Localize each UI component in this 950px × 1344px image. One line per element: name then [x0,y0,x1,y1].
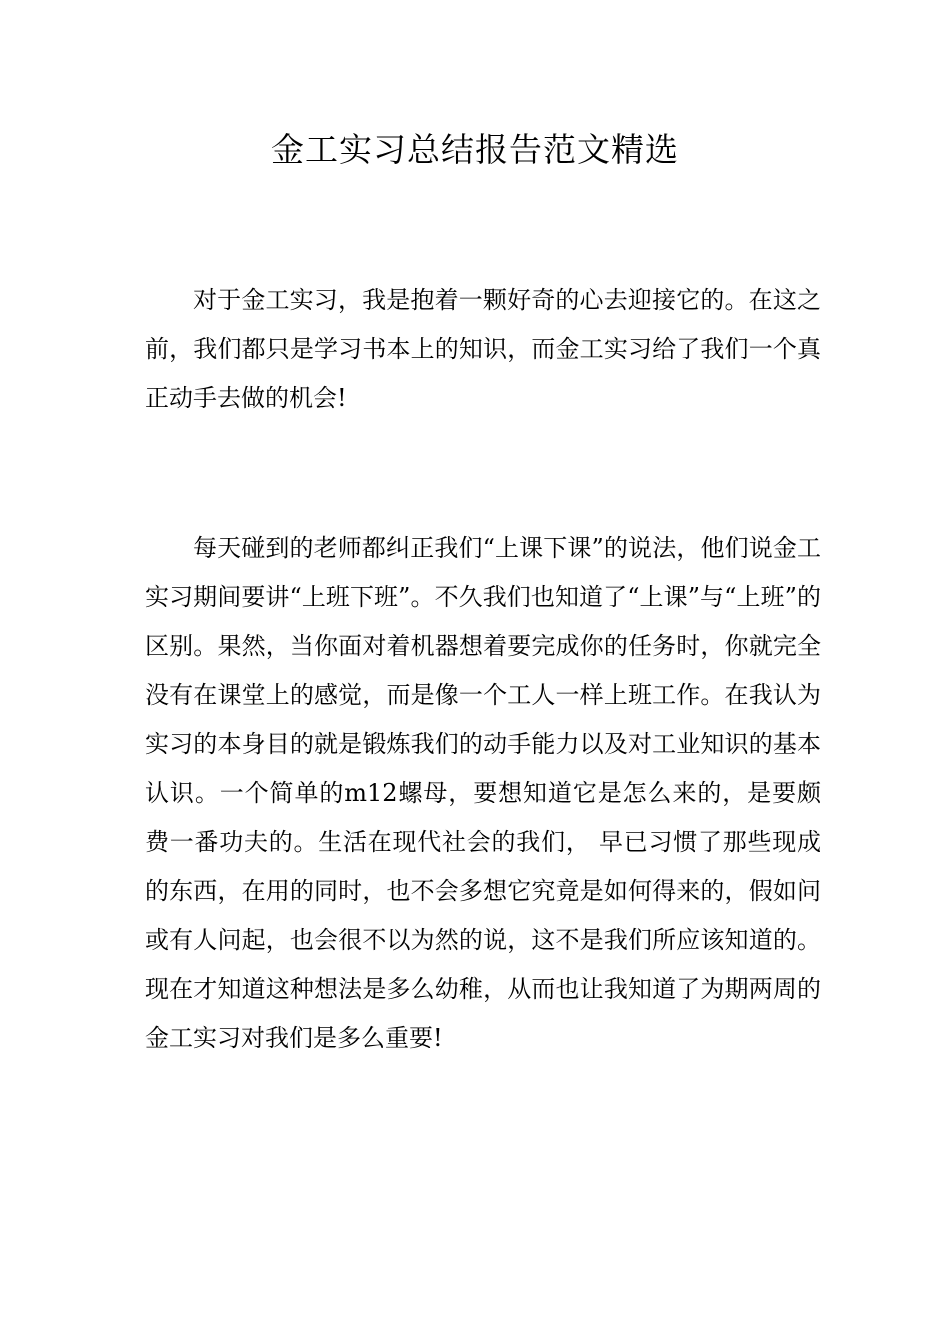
document-title: 金工实习总结报告范文精选 [271,130,679,169]
paragraph-1: 对于金工实习，我是抱着一颗好奇的心去迎接它的。在这之前，我们都只是学习书本上的知识，而金工实习给了我们一个真正动手去做的机会! [145,286,821,412]
paragraph-2: 每天碰到的老师都纠正我们“上课下课”的说法，他们说金工实习期间要讲“上班下班”。不久我们也知道了“上课”与“上班”的区别。果然，当你面对着机器想着要完成你的任务时，你就完全没有在课堂上的感觉，而是像一个工人一样上班工作。在我认为实习的本身目的就是锻炼我们的动手能力以及对工业知识的基本认识。一个简单的m12螺母，要想知道它是怎么来的，是要颇费一番功夫的。生活在现代社会的我们， 早已习惯了那些现成的东西，在用的同时，也不会多想它究竟是如何得来的，假如问或有人问起，也会很不以为然的说，这不是我们所应该知道的。现在才知道这种想法是多么幼稚，从而也让我知道了为期两周的金工实习对我们是多么重要! [145,534,821,1052]
